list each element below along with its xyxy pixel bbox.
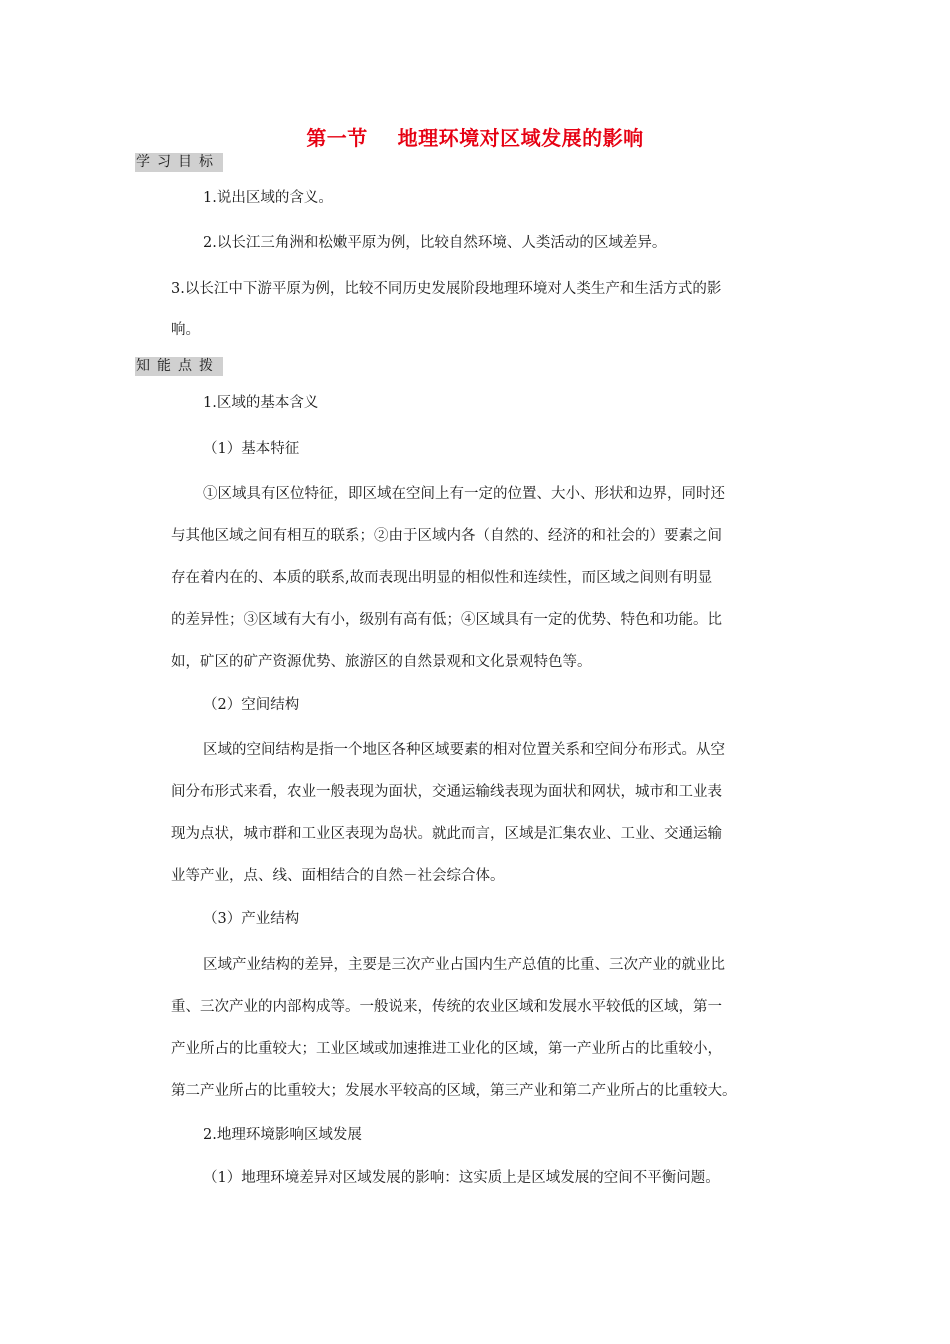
subheading-1-1: （1）基本特征 — [203, 441, 300, 457]
paragraph-line: ①区域具有区位特征，即区域在空间上有一定的位置、大小、形状和边界，同时还 — [203, 486, 725, 502]
paragraph-line: 产业所占的比重较大；工业区域或加速推进工业化的区域，第一产业所占的比重较小， — [171, 1041, 722, 1057]
paragraph-line: 第二产业所占的比重较大；发展水平较高的区域，第三产业和第二产业所占的比重较大。 — [171, 1083, 737, 1099]
section-label-goals: 学习目标 — [135, 153, 223, 172]
heading-1: 1.区域的基本含义 — [203, 395, 319, 411]
heading-2: 2.地理环境影响区域发展 — [203, 1127, 362, 1143]
paragraph-line: 业等产业，点、线、面相结合的自然－社会综合体。 — [171, 868, 505, 884]
paragraph-line: 区域产业结构的差异，主要是三次产业占国内生产总值的比重、三次产业的就业比 — [203, 957, 725, 973]
subheading-1-2: （2）空间结构 — [203, 697, 300, 713]
goal-item-1: 1.说出区域的含义。 — [203, 190, 333, 206]
goal-item-3-line-2: 响。 — [171, 322, 200, 338]
goal-item-2: 2.以长江三角洲和松嫩平原为例，比较自然环境、人类活动的区域差异。 — [203, 235, 667, 251]
paragraph-line: 存在着内在的、本质的联系,故而表现出明显的相似性和连续性，而区域之间则有明显 — [171, 570, 713, 586]
paragraph-line: 重、三次产业的内部构成等。一般说来，传统的农业区域和发展水平较低的区域，第一 — [171, 999, 722, 1015]
page-title: 第一节 地理环境对区域发展的影响 — [306, 126, 644, 150]
section-label-skills: 知能点拨 — [135, 357, 223, 376]
paragraph-line: 如，矿区的矿产资源优势、旅游区的自然景观和文化景观特色等。 — [171, 654, 592, 670]
paragraph-line: 的差异性；③区域有大有小，级别有高有低；④区域具有一定的优势、特色和功能。比 — [171, 612, 722, 628]
paragraph-line: 区域的空间结构是指一个地区各种区域要素的相对位置关系和空间分布形式。从空 — [203, 742, 725, 758]
paragraph-line: 现为点状，城市群和工业区表现为岛状。就此而言，区域是汇集农业、工业、交通运输 — [171, 826, 722, 842]
subheading-1-3: （3）产业结构 — [203, 911, 300, 927]
subheading-2-1: （1）地理环境差异对区域发展的影响：这实质上是区域发展的空间不平衡问题。 — [203, 1170, 720, 1186]
paragraph-line: 与其他区域之间有相互的联系；②由于区域内各（自然的、经济的和社会的）要素之间 — [171, 528, 722, 544]
goal-item-3-line-1: 3.以长江中下游平原为例，比较不同历史发展阶段地理环境对人类生产和生活方式的影 — [171, 281, 722, 297]
paragraph-line: 间分布形式来看，农业一般表现为面状，交通运输线表现为面状和网状，城市和工业表 — [171, 784, 722, 800]
